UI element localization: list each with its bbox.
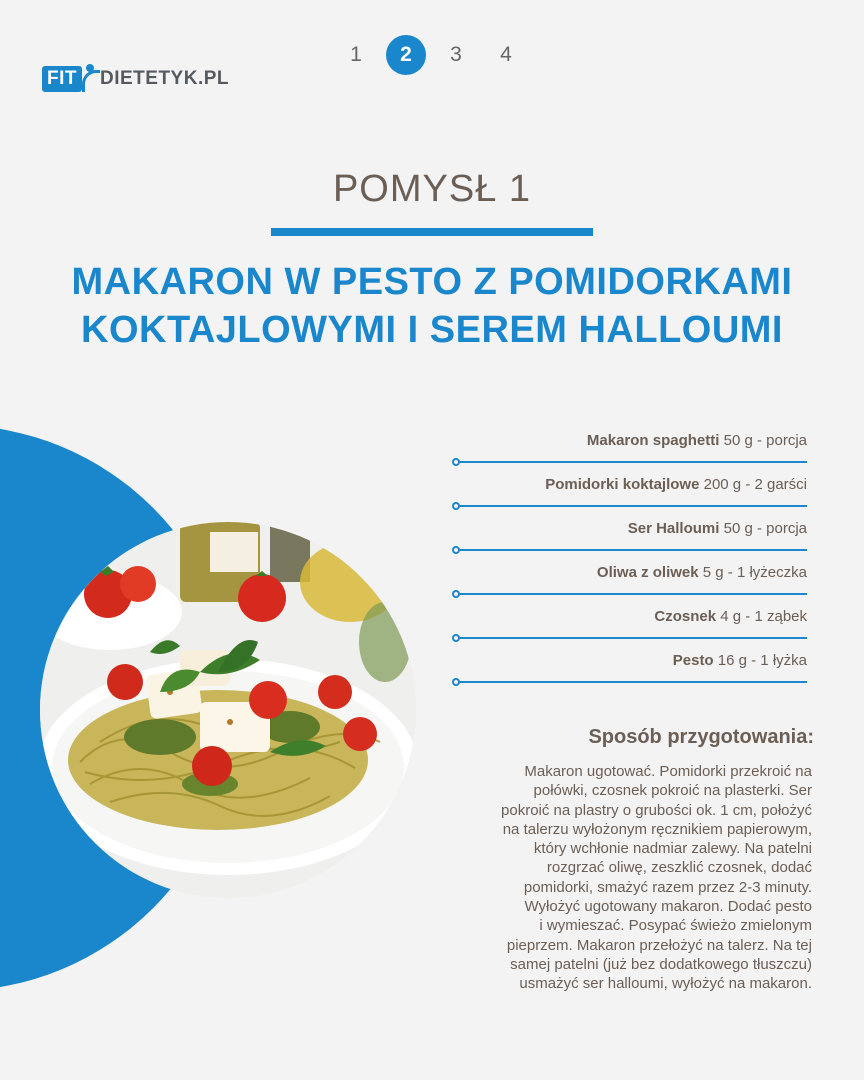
method-line: który wchłonie nadmiar zalewy. Na patelni	[533, 840, 812, 858]
ingredient-text	[545, 476, 807, 493]
ingredient-name: Makaron spaghetti	[586, 432, 720, 449]
ingredients-list	[452, 420, 810, 684]
method-line: usmażyć ser halloumi, wyłożyć na makaron.	[519, 975, 812, 993]
ingredient-amount: 50 g - porcja	[723, 432, 807, 449]
ingredient-amount: 4 g - 1 ząbek	[720, 608, 807, 625]
logo-dietetyk-text: DIETETYK.PL	[100, 68, 230, 89]
logo-fit-text: FIT	[42, 66, 82, 92]
ingredient-divider	[456, 549, 807, 551]
pasta-photo	[40, 522, 416, 898]
ingredient-text	[587, 432, 807, 449]
ingredient-text	[654, 608, 807, 625]
ingredient-divider	[456, 505, 807, 507]
ingredient-text	[673, 652, 807, 669]
method-line: rozgrzać oliwę, zeszklić czosnek, dodać	[546, 859, 812, 877]
site-logo[interactable]	[42, 64, 229, 94]
method-line: Wyłożyć ugotowany makaron. Dodać pesto	[524, 898, 812, 916]
title-underline	[271, 228, 593, 236]
method-line: i wymieszać. Posypać świeżo zmielonym	[539, 917, 812, 935]
ingredient-amount: 50 g - porcja	[723, 520, 807, 537]
method-heading: Sposób przygotowania:	[588, 726, 814, 748]
method-line: na talerzu wyłożonym ręcznikiem papierowym,	[502, 820, 812, 838]
bullet-dot-icon	[452, 678, 460, 686]
method-line: pomidorki, smażyć razem przez 2-3 minuty.	[523, 878, 812, 896]
ingredient-row	[452, 420, 810, 464]
ingredient-divider	[456, 593, 807, 595]
ingredient-divider	[456, 461, 807, 463]
ingredient-amount: 5 g - 1 łyżeczka	[702, 564, 807, 581]
method-line: samej patelni (już bez dodatkowego tłuszczu)	[510, 955, 812, 973]
ingredient-amount: 200 g - 2 garści	[703, 476, 807, 493]
method-text	[454, 762, 812, 994]
method-line: pokroić na plastry o grubości ok. 1 cm, położyć	[501, 801, 812, 819]
ingredient-name: Ser Halloumi	[627, 520, 720, 537]
ingredient-divider	[456, 637, 807, 639]
page-1-button[interactable]: 1	[350, 43, 362, 66]
method-line: Makaron ugotować. Pomidorki przekroić na	[524, 763, 812, 780]
ingredient-name: Oliwa z oliwek	[596, 564, 699, 581]
ingredient-name: Pomidorki koktajlowe	[545, 476, 700, 493]
runner-icon	[82, 64, 100, 94]
method-line: połówki, czosnek pokroić na plasterki. Ser	[533, 782, 812, 800]
idea-title: POMYSŁ 1	[332, 168, 532, 210]
ingredient-name: Czosnek	[654, 608, 717, 625]
recipe-title	[0, 258, 864, 354]
ingredient-row	[452, 552, 810, 596]
ingredient-text	[597, 564, 807, 581]
pagination	[336, 35, 536, 75]
page-3-button[interactable]: 3	[450, 43, 462, 66]
ingredient-name: Pesto	[672, 652, 714, 669]
ingredient-divider	[456, 681, 807, 683]
recipe-title-line-2: KOKTAJLOWYMI I SEREM HALLOUMI	[81, 309, 783, 351]
ingredient-row	[452, 596, 810, 640]
ingredient-text	[628, 520, 807, 537]
recipe-title-line-1: MAKARON W PESTO Z POMIDORKAMI	[71, 261, 793, 303]
ingredient-row	[452, 464, 810, 508]
method-line: pieprzem. Makaron przełożyć na talerz. Na tej	[506, 936, 812, 954]
page-2-button[interactable]: 2	[386, 35, 426, 75]
ingredient-amount: 16 g - 1 łyżka	[717, 652, 807, 669]
ingredient-row	[452, 508, 810, 552]
page-4-button[interactable]: 4	[500, 43, 512, 66]
ingredient-row	[452, 640, 810, 684]
